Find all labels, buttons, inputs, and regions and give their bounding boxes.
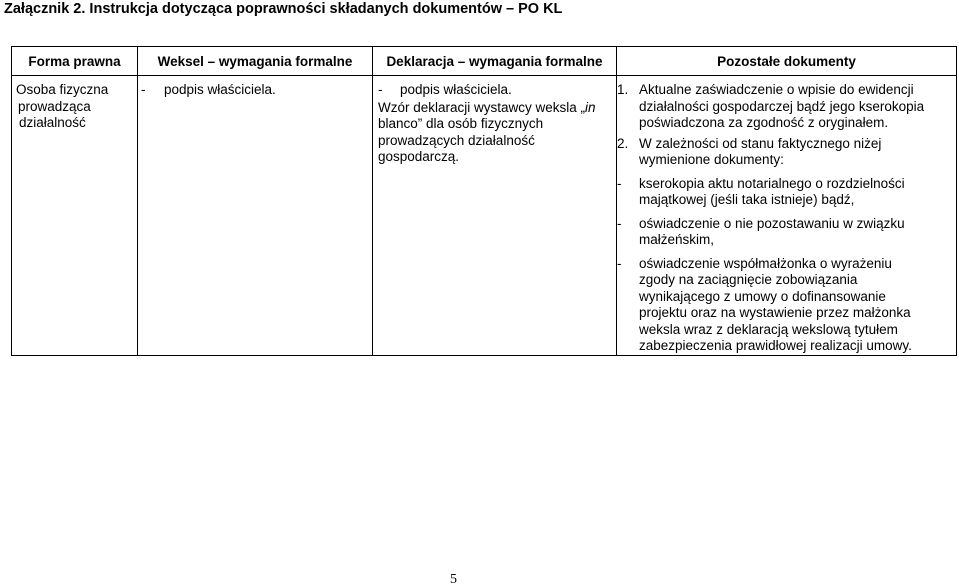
list-dash: - [617,215,622,231]
item-line: oświadczenie o nie pozostawaniu w związku [639,215,905,231]
item-line: zabezpieczenia prawidłowej realizacji umowy. [639,338,912,353]
wzor-line: gospodarczą. [378,149,460,164]
item-number: 1. [617,82,629,97]
item-line: kserokopia aktu notarialnego o rozdzielności [639,175,905,191]
numbered-item [617,82,956,132]
forma-line: Osoba fizyczna [16,82,109,97]
item-line: weksla wraz z deklaracją wekslową tytułem [639,321,898,337]
table-header-row [12,47,957,76]
item-line: oświadczenie współmałżonka o wyrażeniu [639,255,892,271]
item-line: W zależności od stanu faktycznego niżej [639,135,882,151]
table-row [12,76,957,356]
cell-pozostale-dokumenty [617,76,957,356]
numbered-item [617,136,956,169]
list-dash: - [617,255,622,271]
list-dash: - [378,82,383,97]
item-line: działalności gospodarczej bądź jego kserokopia [639,98,925,114]
header-deklaracja: Deklaracja – wymagania formalne [373,47,617,76]
item-line: wynikającego z umowy o dofinansowanie [639,288,886,304]
wzor-italic-text: in [585,99,596,115]
list-dash: - [141,82,146,97]
forma-line: prowadząca [18,98,91,114]
documents-table [11,46,957,356]
deklaracja-requirement-text: podpis właściciela. [400,82,512,97]
page-number: 5 [450,572,457,587]
weksel-requirement [141,82,372,99]
item-line: Aktualne zaświadczenie o wpisie do ewidencji [639,82,914,97]
item-line: majątkowej (jeśli taka istnieje) bądź, [639,192,855,207]
weksel-requirement-text: podpis właściciela. [164,82,276,97]
cell-deklaracja [373,76,617,356]
item-line: zgody na zaciągnięcie zobowiązania [639,272,858,287]
dash-item [617,256,956,355]
item-line: projektu oraz na wystawienie przez małżonka [639,305,911,320]
list-dash: - [617,175,622,191]
wzor-text: Wzór deklaracji wystawcy weksla [378,99,581,115]
header-pozostale-dokumenty: Pozostałe dokumenty [617,47,957,76]
deklaracja-requirement [378,82,616,99]
item-number: 2. [617,135,629,151]
item-line: wymienione dokumenty: [639,152,784,167]
header-forma-prawna: Forma prawna [12,47,138,76]
cell-forma-prawna [12,76,138,356]
item-line: poświadczona za zgodność z oryginałem. [639,115,889,130]
cell-weksel [138,76,373,356]
page-title: Załącznik 2. Instrukcja dotycząca poprawności składanych dokumentów – PO KL [4,1,563,17]
forma-line: działalność [19,115,86,130]
dash-item [617,176,956,209]
wzor-deklaracji [378,100,616,166]
item-line: małżeńskim, [639,232,715,247]
wzor-line: prowadzących działalność [378,132,535,148]
wzor-line: Wzór deklaracji wystawcy weksla „in [378,99,596,115]
wzor-line: blanco” dla osób fizycznych [378,116,544,131]
dash-item [617,216,956,249]
header-weksel: Weksel – wymagania formalne [138,47,373,76]
